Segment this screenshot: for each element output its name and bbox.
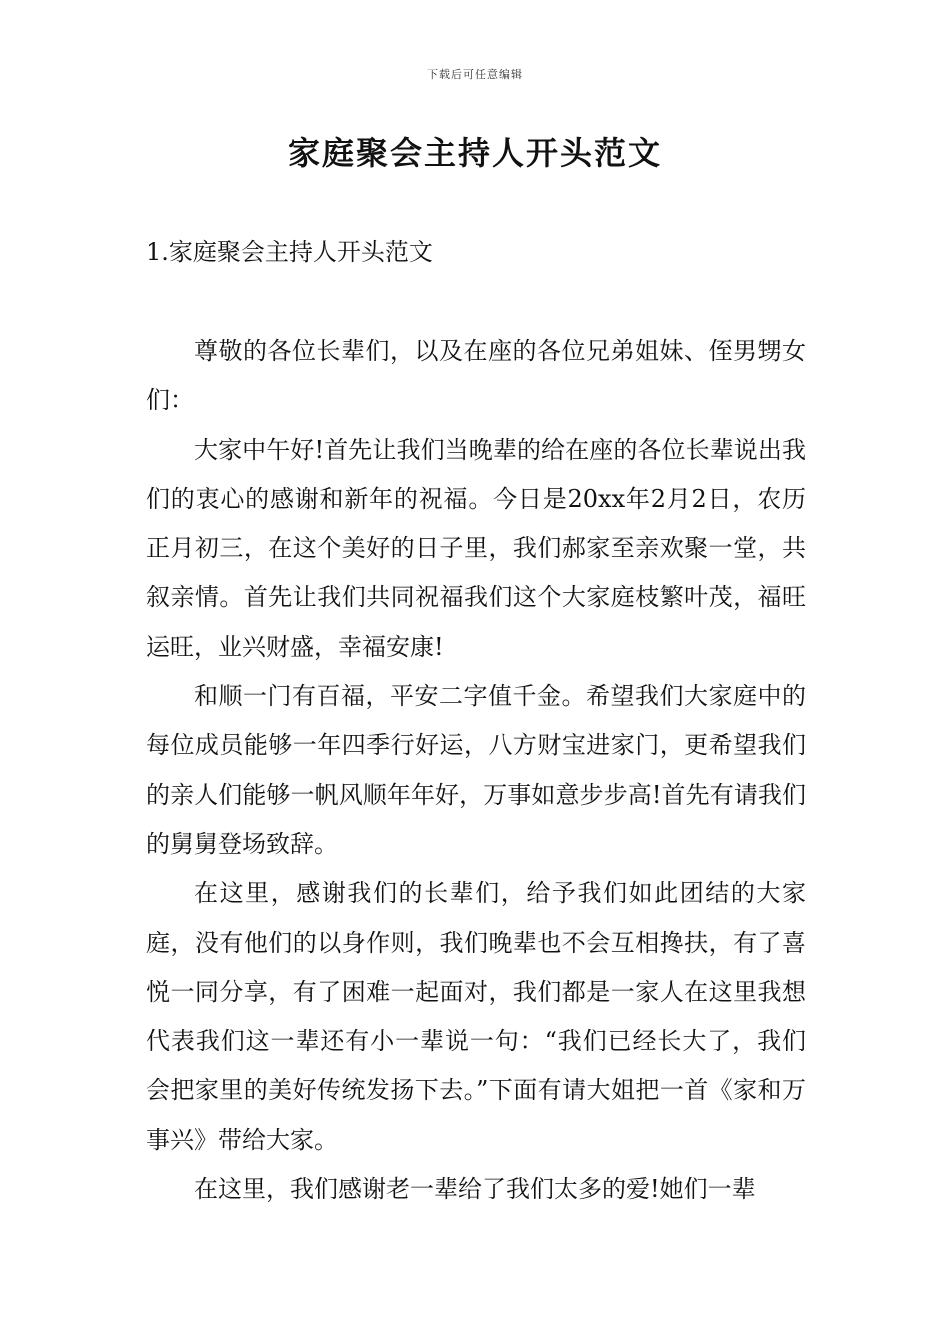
header-note: 下载后可任意编辑 bbox=[427, 68, 523, 81]
paragraph-blessing: 大家中午好!首先让我们当晚辈的给在座的各位长辈说出我们的衷心的感谢和新年的祝福。今日是20xx年2月2日，农历正月初三，在这个美好的日子里，我们郝家至亲欢聚一堂，共叙亲情。首先让我们共同祝福我们这个大家庭枝繁叶茂，福旺运旺，业兴财盛，幸福安康! bbox=[146, 435, 806, 661]
paragraph-thanks-older-generation: 在这里，我们感谢老一辈给了我们太多的爱!她们一辈 bbox=[194, 1175, 756, 1204]
section-heading: 1.家庭聚会主持人开头范文 bbox=[146, 238, 433, 266]
body-text bbox=[146, 327, 806, 1214]
paragraph-wishes: 和顺一门有百福，平安二字值千金。希望我们大家庭中的每位成员能够一年四季行好运，八方财宝进家门，更希望我们的亲人们能够一帆风顺年年好，万事如意步步高!首先有请我们的舅舅登场致辞。 bbox=[146, 682, 806, 858]
document-title: 家庭聚会主持人开头范文 bbox=[287, 134, 662, 172]
paragraph-thanks-elders: 在这里，感谢我们的长辈们，给予我们如此团结的大家庭，没有他们的以身作则，我们晚辈也不会互相搀扶，有了喜悦一同分享，有了困难一起面对，我们都是一家人在这里我想代表我们这一辈还有小一辈说一句：“我们已经长大了，我们会把家里的美好传统发扬下去。”下面有请大姐把一首《家和万事兴》带给大家。 bbox=[146, 879, 806, 1154]
paragraph-greeting: 尊敬的各位长辈们，以及在座的各位兄弟姐妹、侄男甥女们： bbox=[146, 337, 806, 415]
